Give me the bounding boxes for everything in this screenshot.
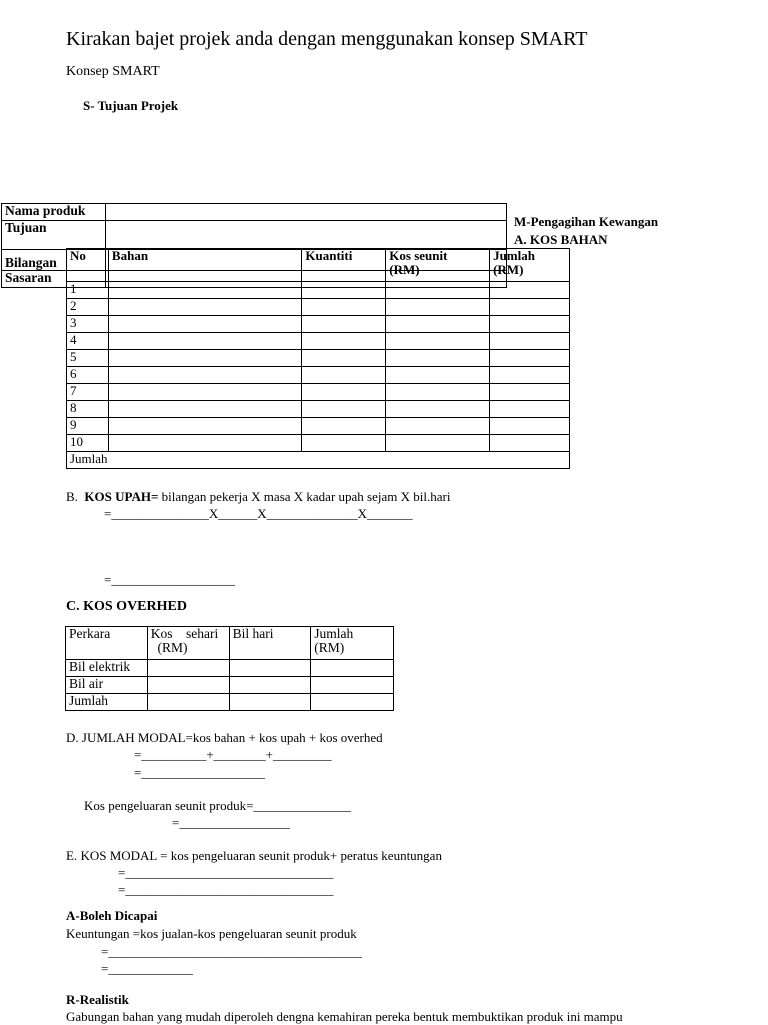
jumlah-modal-blank-1[interactable]: =__________+________+_________: [134, 747, 332, 762]
kos-seunit-cell[interactable]: [386, 299, 490, 316]
jumlah-cell[interactable]: [490, 418, 570, 435]
jumlah-modal-blank-2[interactable]: =___________________: [134, 765, 265, 780]
m-heading: M-Pengagihan Kewangan: [514, 214, 659, 229]
table-row: [67, 299, 570, 316]
bahan-cell[interactable]: [108, 367, 301, 384]
keuntungan-blank-2[interactable]: =_____________: [101, 961, 193, 976]
kuantiti-cell[interactable]: [302, 435, 386, 452]
page-title: Kirakan bajet projek anda dengan menggunakan konsep SMART: [66, 28, 588, 50]
r-realistik-heading: R-Realistik: [66, 992, 129, 1007]
a-boleh-dicapai-heading: A-Boleh Dicapai: [66, 908, 158, 923]
overhed-header-row: [66, 627, 394, 660]
row-number: 5: [67, 350, 109, 367]
a-kos-bahan-heading: A. KOS BAHAN: [514, 232, 608, 247]
bil-hari-cell[interactable]: [229, 694, 311, 711]
info-value-cell[interactable]: [105, 271, 506, 288]
bil-hari-cell[interactable]: [229, 677, 311, 694]
kos-seunit-cell[interactable]: [386, 350, 490, 367]
row-number: 1: [67, 282, 109, 299]
bahan-cell[interactable]: [108, 435, 301, 452]
header-jumlah: Jumlah (RM): [311, 627, 394, 660]
header-no: No: [67, 249, 109, 282]
total-row: [67, 452, 570, 469]
kos-seunit-cell[interactable]: [386, 418, 490, 435]
header-bahan: Bahan: [108, 249, 301, 282]
kuantiti-cell[interactable]: [302, 401, 386, 418]
table-row: [67, 333, 570, 350]
kos-modal-blank-2[interactable]: =________________________________: [118, 882, 334, 897]
row-number: 4: [67, 333, 109, 350]
bahan-cell[interactable]: [108, 418, 301, 435]
header-kos-seunit: Kos seunit (RM): [386, 249, 490, 282]
info-label: Nama produk: [2, 204, 106, 221]
table-row: [67, 350, 570, 367]
kos-seunit-cell[interactable]: [386, 333, 490, 350]
bil-hari-cell[interactable]: [229, 660, 311, 677]
table-row: [2, 250, 507, 271]
info-value-cell[interactable]: [105, 204, 506, 221]
total-label: Jumlah: [66, 694, 148, 711]
kos-upah-label: B.: [66, 489, 78, 504]
kos-upah-formula: bilangan pekerja X masa X kadar upah sejam X bil.hari: [158, 489, 451, 504]
info-label: Tujuan: [2, 221, 106, 250]
table-row: [2, 271, 507, 288]
info-value-cell[interactable]: [105, 221, 506, 250]
kuantiti-cell[interactable]: [302, 418, 386, 435]
bahan-cell[interactable]: [108, 401, 301, 418]
kos-upah-bold: KOS UPAH=: [84, 489, 159, 504]
row-number: 10: [67, 435, 109, 452]
table-row: [67, 418, 570, 435]
header-kuantiti: Kuantiti: [302, 249, 386, 282]
row-number: 6: [67, 367, 109, 384]
info-label: Bilangan: [2, 250, 106, 271]
jumlah-cell[interactable]: [490, 435, 570, 452]
bahan-cell[interactable]: [108, 316, 301, 333]
total-row: [66, 694, 394, 711]
row-number: 3: [67, 316, 109, 333]
s-heading: S- Tujuan Projek: [83, 98, 179, 113]
table-row: [2, 221, 507, 250]
info-label: Sasaran: [2, 271, 106, 288]
perkara-cell: Bil elektrik: [66, 660, 148, 677]
jumlah-cell[interactable]: [490, 316, 570, 333]
jumlah-cell[interactable]: [490, 367, 570, 384]
kos-upah-line: [66, 489, 450, 505]
kuantiti-cell[interactable]: [302, 350, 386, 367]
table-row: [2, 204, 507, 221]
table-row: [66, 677, 394, 694]
jumlah-cell[interactable]: [311, 677, 394, 694]
jumlah-cell[interactable]: [490, 350, 570, 367]
kos-seunit-cell[interactable]: [386, 367, 490, 384]
keuntungan-blank-1[interactable]: =_______________________________________: [101, 944, 362, 959]
table-row: [67, 435, 570, 452]
header-perkara: Perkara: [66, 627, 148, 660]
jumlah-cell[interactable]: [490, 401, 570, 418]
jumlah-modal-line: D. JUMLAH MODAL=kos bahan + kos upah + kos overhed: [66, 730, 383, 745]
header-jumlah: Jumlah (RM): [490, 249, 570, 282]
jumlah-cell[interactable]: [490, 384, 570, 401]
kuantiti-cell[interactable]: [302, 367, 386, 384]
jumlah-cell[interactable]: [490, 299, 570, 316]
bahan-cell[interactable]: [108, 350, 301, 367]
kos-sehari-cell[interactable]: [147, 677, 229, 694]
kos-seunit-cell[interactable]: [386, 401, 490, 418]
bahan-cell[interactable]: [108, 299, 301, 316]
kuantiti-cell[interactable]: [302, 333, 386, 350]
kos-seunit-cell[interactable]: [386, 384, 490, 401]
kos-seunit-cell[interactable]: [386, 316, 490, 333]
jumlah-cell[interactable]: [490, 333, 570, 350]
jumlah-cell[interactable]: [311, 694, 394, 711]
bahan-cell[interactable]: [108, 384, 301, 401]
kos-upah-blank-1[interactable]: =_______________X______X______________X_______: [104, 506, 413, 521]
row-number: 9: [67, 418, 109, 435]
kos-overhed-table: [65, 626, 394, 711]
table-row: [67, 316, 570, 333]
jumlah-cell[interactable]: [311, 660, 394, 677]
table-row: [66, 660, 394, 677]
kuantiti-cell[interactable]: [302, 299, 386, 316]
table-row: [67, 367, 570, 384]
kos-pengeluaran-line[interactable]: Kos pengeluaran seunit produk=_______________: [84, 798, 351, 813]
keuntungan-line: Keuntungan =kos jualan-kos pengeluaran seunit produk: [66, 926, 357, 941]
header-kos-sehari: Kos sehari (RM): [147, 627, 229, 660]
project-info-table: [1, 203, 507, 288]
table-row: [67, 384, 570, 401]
kos-pengeluaran-blank[interactable]: =_________________: [172, 815, 290, 830]
kuantiti-cell[interactable]: [302, 316, 386, 333]
realistik-text: Gabungan bahan yang mudah diperoleh dengna kemahiran pereka bentuk membuktikan produk ini mampu: [66, 1009, 623, 1024]
kos-sehari-cell[interactable]: [147, 660, 229, 677]
kos-sehari-cell[interactable]: [147, 694, 229, 711]
perkara-cell: Bil air: [66, 677, 148, 694]
row-number: 2: [67, 299, 109, 316]
kuantiti-cell[interactable]: [302, 384, 386, 401]
kos-upah-blank-2[interactable]: =___________________: [104, 572, 235, 587]
table-row: [67, 401, 570, 418]
header-bil-hari: Bil hari: [229, 627, 311, 660]
kos-seunit-cell[interactable]: [386, 435, 490, 452]
kos-modal-blank-1[interactable]: =________________________________: [118, 865, 334, 880]
c-kos-overhed-heading: C. KOS OVERHED: [66, 599, 187, 614]
subtitle: Konsep SMART: [66, 64, 160, 79]
info-value-cell[interactable]: [105, 250, 506, 271]
bahan-cell[interactable]: [108, 333, 301, 350]
row-number: 8: [67, 401, 109, 418]
row-number: 7: [67, 384, 109, 401]
kos-modal-line: E. KOS MODAL = kos pengeluaran seunit produk+ peratus keuntungan: [66, 848, 442, 863]
total-label: Jumlah: [67, 452, 570, 469]
